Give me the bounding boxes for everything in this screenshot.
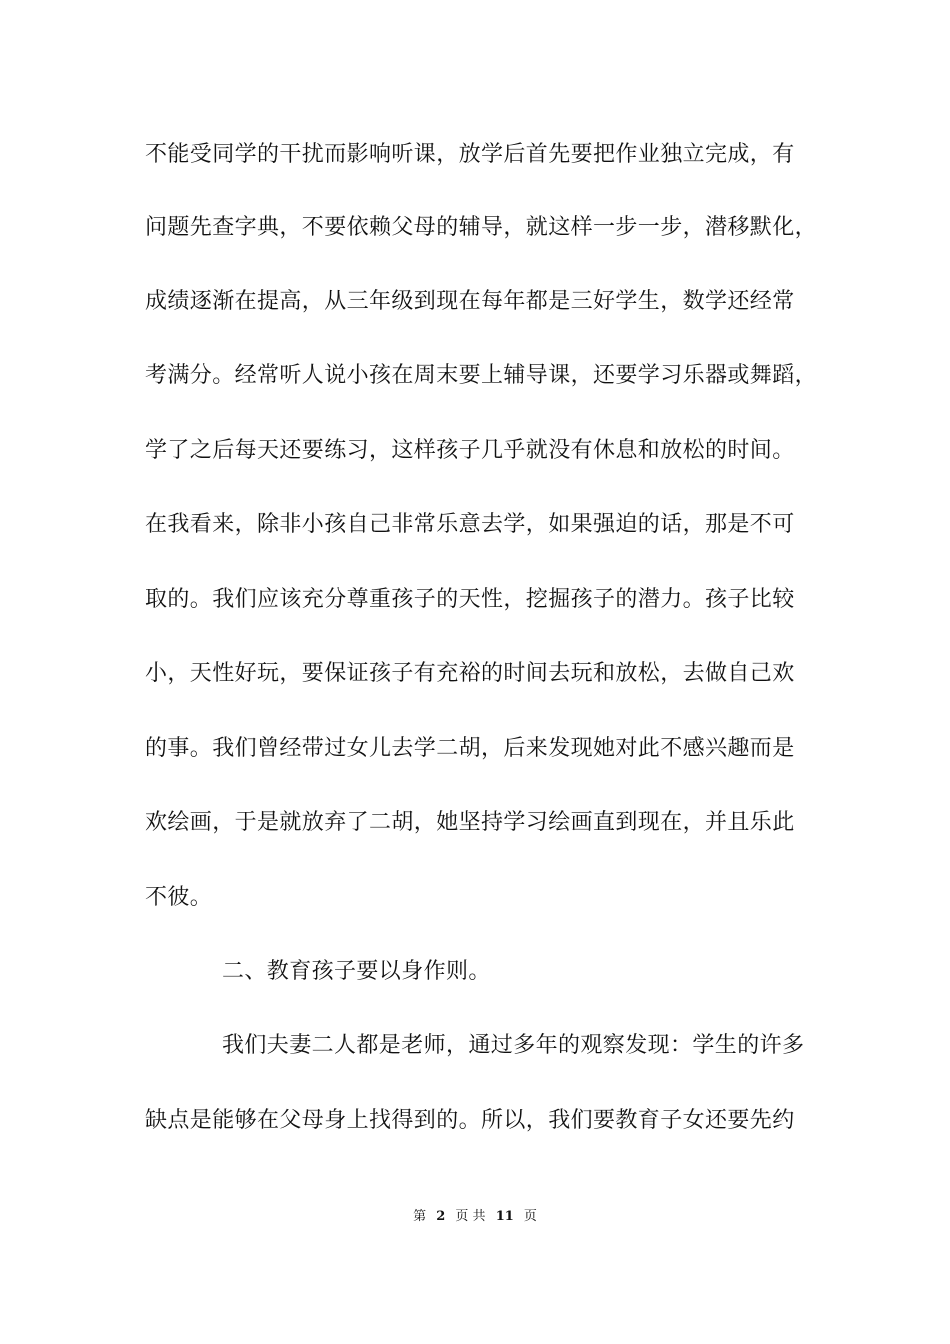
- footer-current-page: 2: [436, 1209, 446, 1224]
- body-line: 取的。我们应该充分尊重孩子的天性，挖掘孩子的潜力。孩子比较: [145, 587, 795, 612]
- body-line: 成绩逐渐在提高，从三年级到现在每年都是三好学生，数学还经常: [145, 289, 795, 314]
- body-line: 的事。我们曾经带过女儿去学二胡，后来发现她对此不感兴趣而是: [145, 736, 795, 761]
- paragraph-first-line: 我们夫妻二人都是老师，通过多年的观察发现：学生的许多: [222, 1033, 805, 1058]
- footer-prefix: 第: [413, 1209, 427, 1224]
- body-line: 不能受同学的干扰而影响听课，放学后首先要把作业独立完成，有: [145, 142, 795, 167]
- body-line: 小，天性好玩，要保证孩子有充裕的时间去玩和放松，去做自己欢: [145, 661, 795, 686]
- footer-total-pages: 11: [495, 1209, 514, 1224]
- body-line: 缺点是能够在父母身上找得到的。所以，我们要教育子女还要先约: [145, 1108, 795, 1133]
- body-line: 欢绘画，于是就放弃了二胡，她坚持学习绘画直到现在，并且乐此: [145, 810, 795, 835]
- body-line: 学了之后每天还要练习，这样孩子几乎就没有休息和放松的时间。: [145, 438, 795, 463]
- body-line: 不彼。: [145, 885, 213, 910]
- footer-middle: 页 共: [455, 1209, 486, 1224]
- footer-suffix: 页: [523, 1209, 537, 1224]
- body-line: 考满分。经常听人说小孩在周末要上辅导课，还要学习乐器或舞蹈，: [145, 363, 818, 388]
- body-line: 问题先查字典，不要依赖父母的辅导，就这样一步一步，潜移默化，: [145, 215, 818, 240]
- page-footer: [0, 1208, 950, 1226]
- body-line: 在我看来，除非小孩自己非常乐意去学，如果强迫的话，那是不可: [145, 512, 795, 537]
- section-heading: 二、教育孩子要以身作则。: [222, 959, 491, 984]
